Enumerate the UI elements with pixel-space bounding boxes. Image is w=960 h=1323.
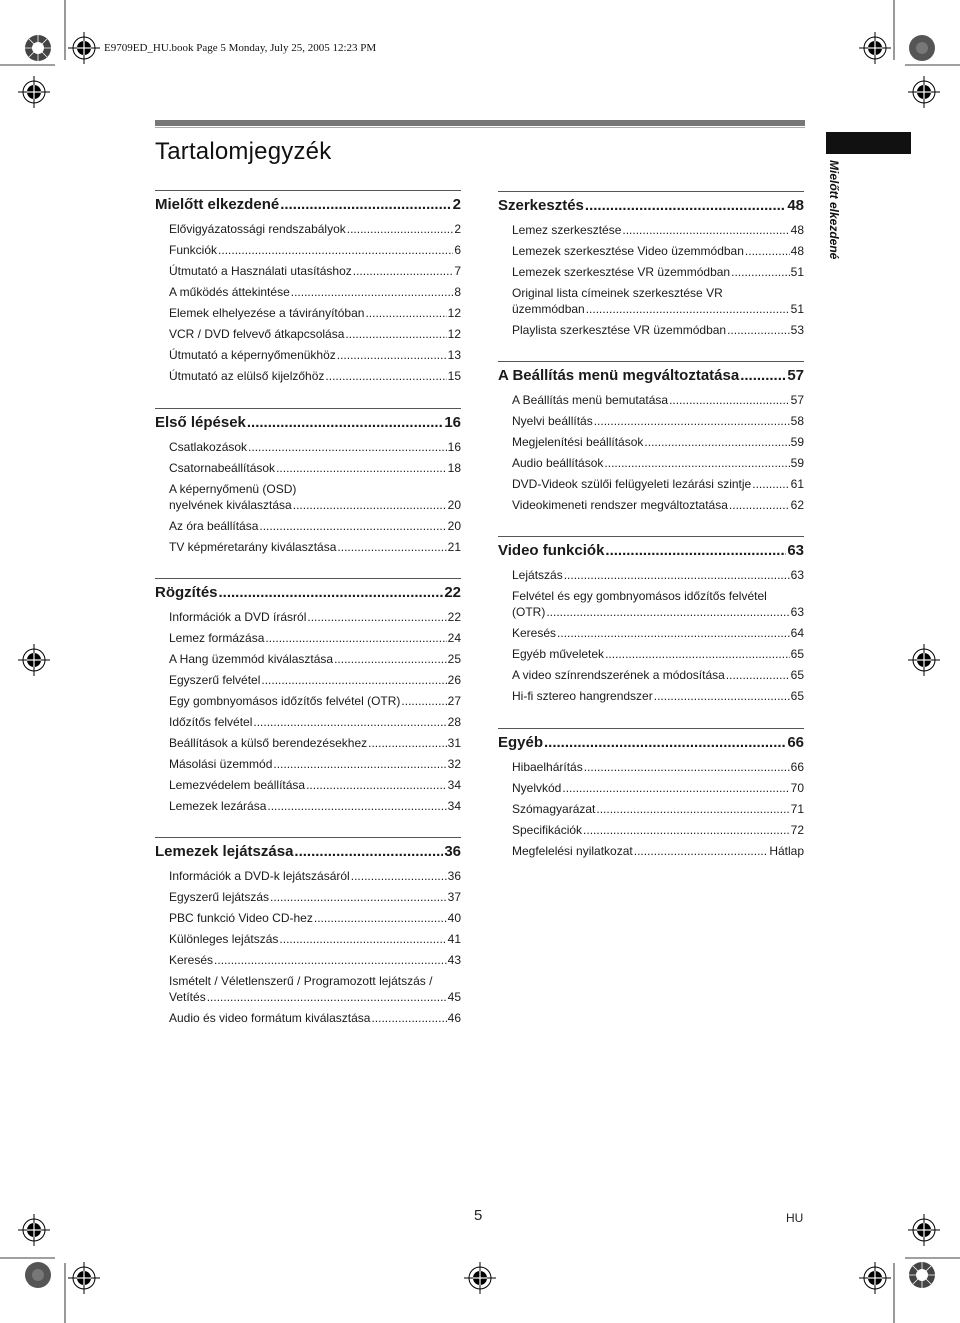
crosshair-registration-mark	[906, 1212, 942, 1248]
section-page-number: 16	[444, 414, 461, 431]
toc-entry-label: Útmutató a Használati utasításhoz	[169, 264, 352, 278]
dot-leader	[293, 498, 447, 513]
toc-entry-page: 13	[447, 348, 461, 362]
dot-leader	[276, 461, 447, 476]
dot-leader	[259, 519, 446, 534]
dot-leader	[752, 477, 789, 492]
toc-entry[interactable]	[169, 631, 461, 646]
toc-entry[interactable]	[169, 757, 461, 772]
toc-entry[interactable]	[512, 626, 804, 641]
toc-entry-first-line: A képernyőmenü (OSD)	[169, 482, 297, 496]
toc-entry-first-line: Ismételt / Véletlenszerű / Programozott lejátszás /	[169, 974, 433, 988]
section-heading[interactable]	[498, 734, 804, 752]
toc-entry-page: 12	[447, 306, 461, 320]
toc-entry-page: 27	[447, 694, 461, 708]
toc-entry-page: 25	[447, 652, 461, 666]
section-title: Lemezek lejátszása	[155, 843, 294, 860]
toc-entry[interactable]	[512, 265, 804, 280]
dot-leader	[345, 327, 446, 342]
toc-entry-first-line: Original lista címeinek szerkesztése VR	[512, 286, 723, 300]
dot-leader	[218, 243, 453, 258]
toc-entry-label: A video színrendszerének a módosítása	[512, 668, 725, 682]
toc-entry-label: Csatornabeállítások	[169, 461, 276, 475]
toc-entry-label: Beállítások a külső berendezésekhez	[169, 736, 368, 750]
toc-entry[interactable]	[169, 953, 461, 968]
toc-entry[interactable]	[512, 477, 804, 492]
toc-entry[interactable]	[169, 694, 461, 709]
toc-entry[interactable]	[169, 1011, 461, 1026]
toc-entry-label: Nyelvi beállítás	[512, 414, 593, 428]
toc-entry-label: nyelvének kiválasztása	[169, 498, 292, 512]
toc-entry-page: 20	[447, 519, 461, 533]
toc-entry[interactable]	[512, 302, 804, 317]
toc-entry-label: Playlista szerkesztése VR üzemmódban	[512, 323, 727, 337]
toc-entry-page: 40	[447, 911, 461, 925]
toc-entry-page: 46	[447, 1011, 461, 1025]
dot-leader	[564, 568, 790, 583]
dot-leader	[353, 264, 454, 279]
toc-entry[interactable]	[169, 440, 461, 455]
toc-entry-label: Időzítős felvétel	[169, 715, 253, 729]
crosshair-registration-mark	[906, 74, 942, 110]
toc-entry[interactable]	[512, 223, 804, 238]
toc-entry-page: 20	[447, 498, 461, 512]
top-rule-thin	[155, 127, 805, 128]
toc-entry-page: 64	[790, 626, 804, 640]
toc-entry[interactable]	[512, 568, 804, 583]
dot-leader	[604, 456, 789, 471]
dot-leader	[279, 932, 446, 947]
dot-leader	[740, 367, 786, 385]
toc-entry-page: 71	[790, 802, 804, 816]
toc-entry[interactable]	[169, 222, 461, 237]
section-page-number: 66	[787, 734, 804, 751]
section-rule	[155, 408, 461, 409]
toc-entry-first-line: Felvétel és egy gombnyomásos időzítős felvétel	[512, 589, 767, 603]
toc-entry-page: 31	[447, 736, 461, 750]
toc-entry[interactable]	[512, 668, 804, 683]
toc-entry-page: 62	[790, 498, 804, 512]
section-heading[interactable]	[498, 367, 804, 385]
language-code: HU	[786, 1211, 804, 1225]
section-rule	[498, 361, 804, 362]
toc-entry[interactable]	[169, 932, 461, 947]
section-title: Szerkesztés	[498, 197, 584, 214]
toc-entry[interactable]	[512, 323, 804, 338]
toc-entry-label: Megjelenítési beállítások	[512, 435, 644, 449]
toc-entry-label: Útmutató az elülső kijelzőhöz	[169, 369, 325, 383]
dot-leader	[546, 605, 789, 620]
dot-leader	[622, 223, 789, 238]
toc-entry-page: 22	[447, 610, 461, 624]
crosshair-registration-mark	[857, 1260, 893, 1296]
dot-leader	[594, 414, 790, 429]
toc-entry-label: Másolási üzemmód	[169, 757, 273, 771]
toc-entry[interactable]	[512, 844, 804, 859]
toc-entry-label: Megfelelési nyilatkozat	[512, 844, 633, 858]
crosshair-registration-mark	[857, 30, 893, 66]
dot-leader	[368, 736, 447, 751]
toc-entry-page: 34	[447, 799, 461, 813]
toc-entry-label: Audio beállítások	[512, 456, 604, 470]
toc-entry-label: Útmutató a képernyőmenükhöz	[169, 348, 336, 362]
toc-entry-page: 63	[790, 568, 804, 582]
toc-entry-label: Különleges lejátszás	[169, 932, 279, 946]
toc-entry-label: TV képméretarány kiválasztása	[169, 540, 337, 554]
toc-entry[interactable]	[512, 414, 804, 429]
toc-entry[interactable]	[512, 823, 804, 838]
dot-leader	[261, 673, 446, 688]
dot-leader	[654, 689, 790, 704]
toc-entry[interactable]	[169, 264, 461, 279]
section-rule	[155, 190, 461, 191]
dot-leader	[325, 369, 446, 384]
dot-leader	[291, 285, 454, 300]
section-page-number: 63	[787, 542, 804, 559]
toc-entry[interactable]	[169, 911, 461, 926]
toc-entry-page: Hátlap	[769, 844, 804, 858]
section-title: Egyéb	[498, 734, 544, 751]
radial-registration-mark-bottom-left	[20, 1257, 56, 1293]
dot-leader	[280, 196, 451, 214]
crosshair-registration-mark	[462, 1260, 498, 1296]
toc-entry-page: 36	[447, 869, 461, 883]
toc-entry-label: Keresés	[169, 953, 214, 967]
toc-entry[interactable]	[512, 393, 804, 408]
toc-entry[interactable]	[512, 689, 804, 704]
toc-entry-page: 51	[790, 302, 804, 316]
toc-entry-page: 18	[447, 461, 461, 475]
dot-leader	[219, 584, 444, 602]
dot-leader	[365, 306, 446, 321]
toc-entry-label: Audio és video formátum kiválasztása	[169, 1011, 371, 1025]
dot-leader	[347, 222, 454, 237]
dot-leader	[544, 734, 786, 752]
toc-entry-label: Nyelvkód	[512, 781, 562, 795]
toc-entry[interactable]	[169, 348, 461, 363]
section-title: Első lépések	[155, 414, 246, 431]
toc-entry-page: 32	[447, 757, 461, 771]
toc-entry[interactable]	[169, 327, 461, 342]
crosshair-registration-mark	[16, 642, 52, 678]
toc-entry[interactable]	[169, 736, 461, 751]
dot-leader	[584, 760, 790, 775]
toc-entry-page: 21	[447, 540, 461, 554]
dot-leader	[267, 799, 446, 814]
toc-entry-label: DVD-Videok szülői felügyeleti lezárási szintje	[512, 477, 752, 491]
page-title: Tartalomjegyzék	[155, 138, 332, 165]
dot-leader	[247, 414, 443, 432]
toc-entry-label: VCR / DVD felvevő átkapcsolása	[169, 327, 345, 341]
dot-leader	[401, 694, 446, 709]
toc-entry-page: 41	[447, 932, 461, 946]
dot-leader	[265, 631, 446, 646]
side-tab-label: Mielőtt elkezdené	[827, 160, 841, 260]
toc-entry-label: üzemmódban	[512, 302, 585, 316]
toc-entry-label: Lemezek szerkesztése Video üzemmódban	[512, 244, 744, 258]
toc-entry-page: 63	[790, 605, 804, 619]
dot-leader	[729, 498, 790, 513]
dot-leader	[306, 778, 447, 793]
toc-entry-page: 12	[447, 327, 461, 341]
toc-entry-label: Keresés	[512, 626, 557, 640]
dot-leader	[605, 647, 790, 662]
dot-leader	[371, 1011, 446, 1026]
toc-entry-label: Lemezek lezárása	[169, 799, 267, 813]
dot-leader	[596, 802, 789, 817]
toc-entry-label: Egyéb műveletek	[512, 647, 605, 661]
toc-entry-label: Egy gombnyomásos időzítős felvétel (OTR)	[169, 694, 401, 708]
section-heading[interactable]	[498, 542, 804, 560]
toc-entry-label: Lemez formázása	[169, 631, 265, 645]
dot-leader	[337, 540, 446, 555]
dot-leader	[727, 323, 790, 338]
toc-entry[interactable]	[169, 461, 461, 476]
dot-leader	[270, 890, 447, 905]
dot-leader	[562, 781, 789, 796]
dot-leader	[214, 953, 447, 968]
dot-leader	[557, 626, 790, 641]
toc-entry-page: 59	[790, 435, 804, 449]
dot-leader	[669, 393, 790, 408]
toc-entry-page: 58	[790, 414, 804, 428]
toc-entry-page: 7	[454, 264, 461, 278]
toc-entry-page: 65	[790, 668, 804, 682]
section-rule	[155, 578, 461, 579]
toc-entry[interactable]	[169, 673, 461, 688]
toc-entry[interactable]	[169, 540, 461, 555]
page-number: 5	[474, 1207, 483, 1224]
toc-entry-label: Szómagyarázat	[512, 802, 596, 816]
section-title: Mielőtt elkezdené	[155, 196, 280, 213]
toc-entry-page: 72	[790, 823, 804, 837]
file-info-header: E9709ED_HU.book Page 5 Monday, July 25, 2005 12:23 PM	[104, 42, 377, 54]
radial-registration-mark-top-left	[20, 30, 56, 66]
section-rule	[155, 837, 461, 838]
dot-leader	[248, 440, 447, 455]
dot-leader	[337, 348, 447, 363]
toc-entry-page: 45	[447, 990, 461, 1004]
section-page-number: 48	[787, 197, 804, 214]
toc-entry[interactable]	[169, 306, 461, 321]
dot-leader	[307, 610, 446, 625]
toc-entry-page: 26	[447, 673, 461, 687]
radial-registration-mark-top-right	[904, 30, 940, 66]
toc-entry-page: 51	[790, 265, 804, 279]
toc-entry-page: 61	[790, 477, 804, 491]
toc-entry-label: Az óra beállítása	[169, 519, 259, 533]
toc-entry[interactable]	[169, 243, 461, 258]
toc-entry-page: 15	[447, 369, 461, 383]
toc-entry[interactable]	[169, 498, 461, 513]
toc-entry-page: 48	[790, 223, 804, 237]
toc-entry[interactable]	[169, 890, 461, 905]
dot-leader	[314, 911, 447, 926]
toc-entry[interactable]	[512, 435, 804, 450]
toc-entry[interactable]	[169, 610, 461, 625]
radial-registration-mark-bottom-right	[904, 1257, 940, 1293]
toc-entry[interactable]	[169, 715, 461, 730]
toc-entry-label: Lemezvédelem beállítása	[169, 778, 306, 792]
toc-entry-label: A Hang üzemmód kiválasztása	[169, 652, 334, 666]
toc-entry[interactable]	[169, 519, 461, 534]
toc-entry-page: 43	[447, 953, 461, 967]
dot-leader	[586, 302, 790, 317]
toc-entry-page: 66	[790, 760, 804, 774]
toc-entry[interactable]	[512, 781, 804, 796]
toc-entry-page: 8	[454, 285, 461, 299]
crosshair-registration-mark	[16, 74, 52, 110]
toc-entry-page: 34	[447, 778, 461, 792]
section-heading[interactable]	[498, 197, 804, 215]
dot-leader	[745, 244, 790, 259]
toc-entry-label: Vetítés	[169, 990, 206, 1004]
toc-entry-label: Információk a DVD írásról	[169, 610, 307, 624]
dot-leader	[351, 869, 447, 884]
toc-entry-page: 37	[447, 890, 461, 904]
toc-entry-label: Lejátszás	[512, 568, 563, 582]
toc-entry-page: 59	[790, 456, 804, 470]
section-page-number: 36	[444, 843, 461, 860]
toc-entry-label: Elemek elhelyezése a távirányítóban	[169, 306, 365, 320]
toc-entry-page: 48	[790, 244, 804, 258]
toc-entry[interactable]	[169, 778, 461, 793]
toc-entry-page: 65	[790, 689, 804, 703]
crosshair-registration-mark	[16, 1212, 52, 1248]
toc-entry-label: Hibaelhárítás	[512, 760, 583, 774]
toc-entry-label: Lemez szerkesztése	[512, 223, 622, 237]
crosshair-registration-mark	[66, 1260, 102, 1296]
toc-entry-label: Hi-fi sztereo hangrendszer	[512, 689, 653, 703]
section-rule	[498, 536, 804, 537]
dot-leader	[605, 542, 786, 560]
dot-leader	[273, 757, 446, 772]
toc-entry-page: 16	[447, 440, 461, 454]
dot-leader	[726, 668, 790, 683]
dot-leader	[585, 197, 786, 215]
section-title: Rögzítés	[155, 584, 218, 601]
dot-leader	[207, 990, 447, 1005]
toc-entry-page: 53	[790, 323, 804, 337]
toc-entry[interactable]	[169, 990, 461, 1005]
dot-leader	[294, 843, 443, 861]
dot-leader	[634, 844, 769, 859]
toc-entry[interactable]	[169, 799, 461, 814]
top-rule	[155, 120, 805, 126]
toc-entry-label: PBC funkció Video CD-hez	[169, 911, 313, 925]
toc-entry[interactable]	[169, 652, 461, 667]
dot-leader	[583, 823, 790, 838]
toc-entry-page: 70	[790, 781, 804, 795]
section-page-number: 57	[787, 367, 804, 384]
toc-entry-label: Egyszerű felvétel	[169, 673, 261, 687]
toc-entry[interactable]	[169, 285, 461, 300]
toc-entry-label: Funkciók	[169, 243, 218, 257]
toc-entry[interactable]	[512, 456, 804, 471]
section-heading[interactable]	[155, 843, 461, 861]
toc-entry-label: Specifikációk	[512, 823, 583, 837]
section-title: Video funkciók	[498, 542, 605, 559]
toc-entry-label: Csatlakozások	[169, 440, 248, 454]
toc-entry[interactable]	[512, 605, 804, 620]
toc-entry[interactable]	[512, 647, 804, 662]
section-heading[interactable]	[155, 414, 461, 432]
toc-entry[interactable]	[512, 498, 804, 513]
side-tab-bar	[826, 132, 911, 154]
dot-leader	[253, 715, 446, 730]
section-title: A Beállítás menü megváltoztatása	[498, 367, 740, 384]
section-heading[interactable]	[155, 196, 461, 214]
toc-entry-page: 24	[447, 631, 461, 645]
toc-entry-page: 57	[790, 393, 804, 407]
dot-leader	[644, 435, 789, 450]
toc-entry-page: 28	[447, 715, 461, 729]
section-rule	[498, 191, 804, 192]
toc-entry-page: 6	[454, 243, 461, 257]
toc-entry[interactable]	[169, 369, 461, 384]
toc-entry-label: A működés áttekintése	[169, 285, 290, 299]
dot-leader	[334, 652, 447, 667]
dot-leader	[731, 265, 790, 280]
section-page-number: 22	[444, 584, 461, 601]
toc-entry-label: Elővigyázatossági rendszabályok	[169, 222, 346, 236]
toc-entry-label: Videokimeneti rendszer megváltoztatása	[512, 498, 728, 512]
toc-entry-label: Lemezek szerkesztése VR üzemmódban	[512, 265, 731, 279]
toc-entry-label: (OTR)	[512, 605, 546, 619]
toc-entry-page: 65	[790, 647, 804, 661]
crosshair-registration-mark	[66, 30, 102, 66]
toc-entry[interactable]	[169, 869, 461, 884]
toc-entry[interactable]	[512, 760, 804, 775]
crosshair-registration-mark	[906, 642, 942, 678]
toc-entry-label: A Beállítás menü bemutatása	[512, 393, 669, 407]
toc-entry-label: Információk a DVD-k lejátszásáról	[169, 869, 350, 883]
toc-entry-label: Egyszerű lejátszás	[169, 890, 270, 904]
section-page-number: 2	[452, 196, 461, 213]
section-heading[interactable]	[155, 584, 461, 602]
toc-entry[interactable]	[512, 244, 804, 259]
section-rule	[498, 728, 804, 729]
toc-entry[interactable]	[512, 802, 804, 817]
toc-entry-page: 2	[454, 222, 461, 236]
